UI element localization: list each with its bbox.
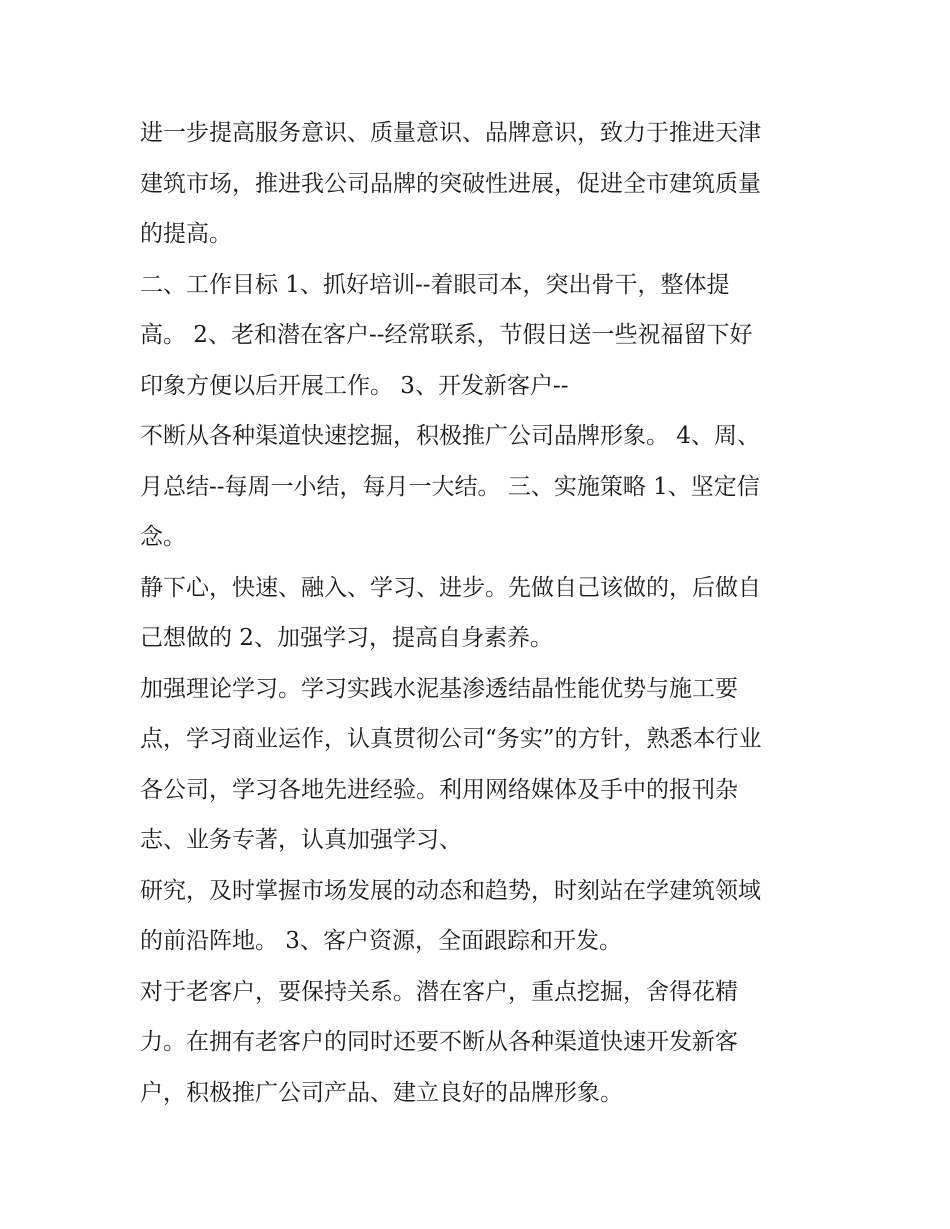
text-line: 点，学习商业运作，认真贯彻公司“务实”的方针，熟悉本行业 xyxy=(140,726,762,752)
text-line: 二、工作目标 1、抓好培训--着眼司本，突出骨干，整体提 xyxy=(140,271,730,298)
text-line: 的前沿阵地。 3、客户资源，全面跟踪和开发。 xyxy=(140,928,622,954)
text-line: 志、业务专著，认真加强学习、 xyxy=(140,827,462,853)
text-line: 静下心，快速、融入、学习、进步。先做自己该做的，后做自 xyxy=(140,574,761,601)
document-body xyxy=(140,108,830,1118)
text-line: 各公司，学习各地先进经验。利用网络媒体及手中的报刊杂 xyxy=(140,776,738,803)
text-line: 对于老客户，要保持关系。潜在客户，重点挖掘，舍得花精 xyxy=(140,978,738,1005)
text-line: 进一步提高服务意识、质量意识、品牌意识，致力于推进天津 xyxy=(140,120,761,146)
text-line: 不断从各种渠道快速挖掘，积极推广公司品牌形象。 4、周、 xyxy=(140,423,760,449)
text-line: 户，积极推广公司产品、建立良好的品牌形象。 xyxy=(140,1079,623,1106)
text-line: 月总结--每周一小结，每月一大结。 三、实施策略 1、坚定信 xyxy=(140,473,760,500)
text-line: 加强理论学习。学习实践水泥基渗透结晶性能优势与施工要 xyxy=(140,675,738,702)
text-line: 建筑市场，推进我公司品牌的突破性进展，促进全市建筑质量 xyxy=(140,170,761,197)
text-line: 的提高。 xyxy=(140,221,232,247)
text-line: 研究，及时掌握市场发展的动态和趋势，时刻站在学建筑领域 xyxy=(140,877,761,904)
text-line: 念。 xyxy=(140,524,186,550)
text-line: 己想做的 2、加强学习，提高自身素养。 xyxy=(140,625,553,651)
text-line: 印象方便以后开展工作。 3、开发新客户-- xyxy=(140,372,569,399)
text-line: 高。 2、老和潜在客户--经常联系，节假日送一些祝福留下好 xyxy=(140,322,753,348)
text-line: 力。在拥有老客户的同时还要不断从各种渠道快速开发新客 xyxy=(140,1029,738,1055)
